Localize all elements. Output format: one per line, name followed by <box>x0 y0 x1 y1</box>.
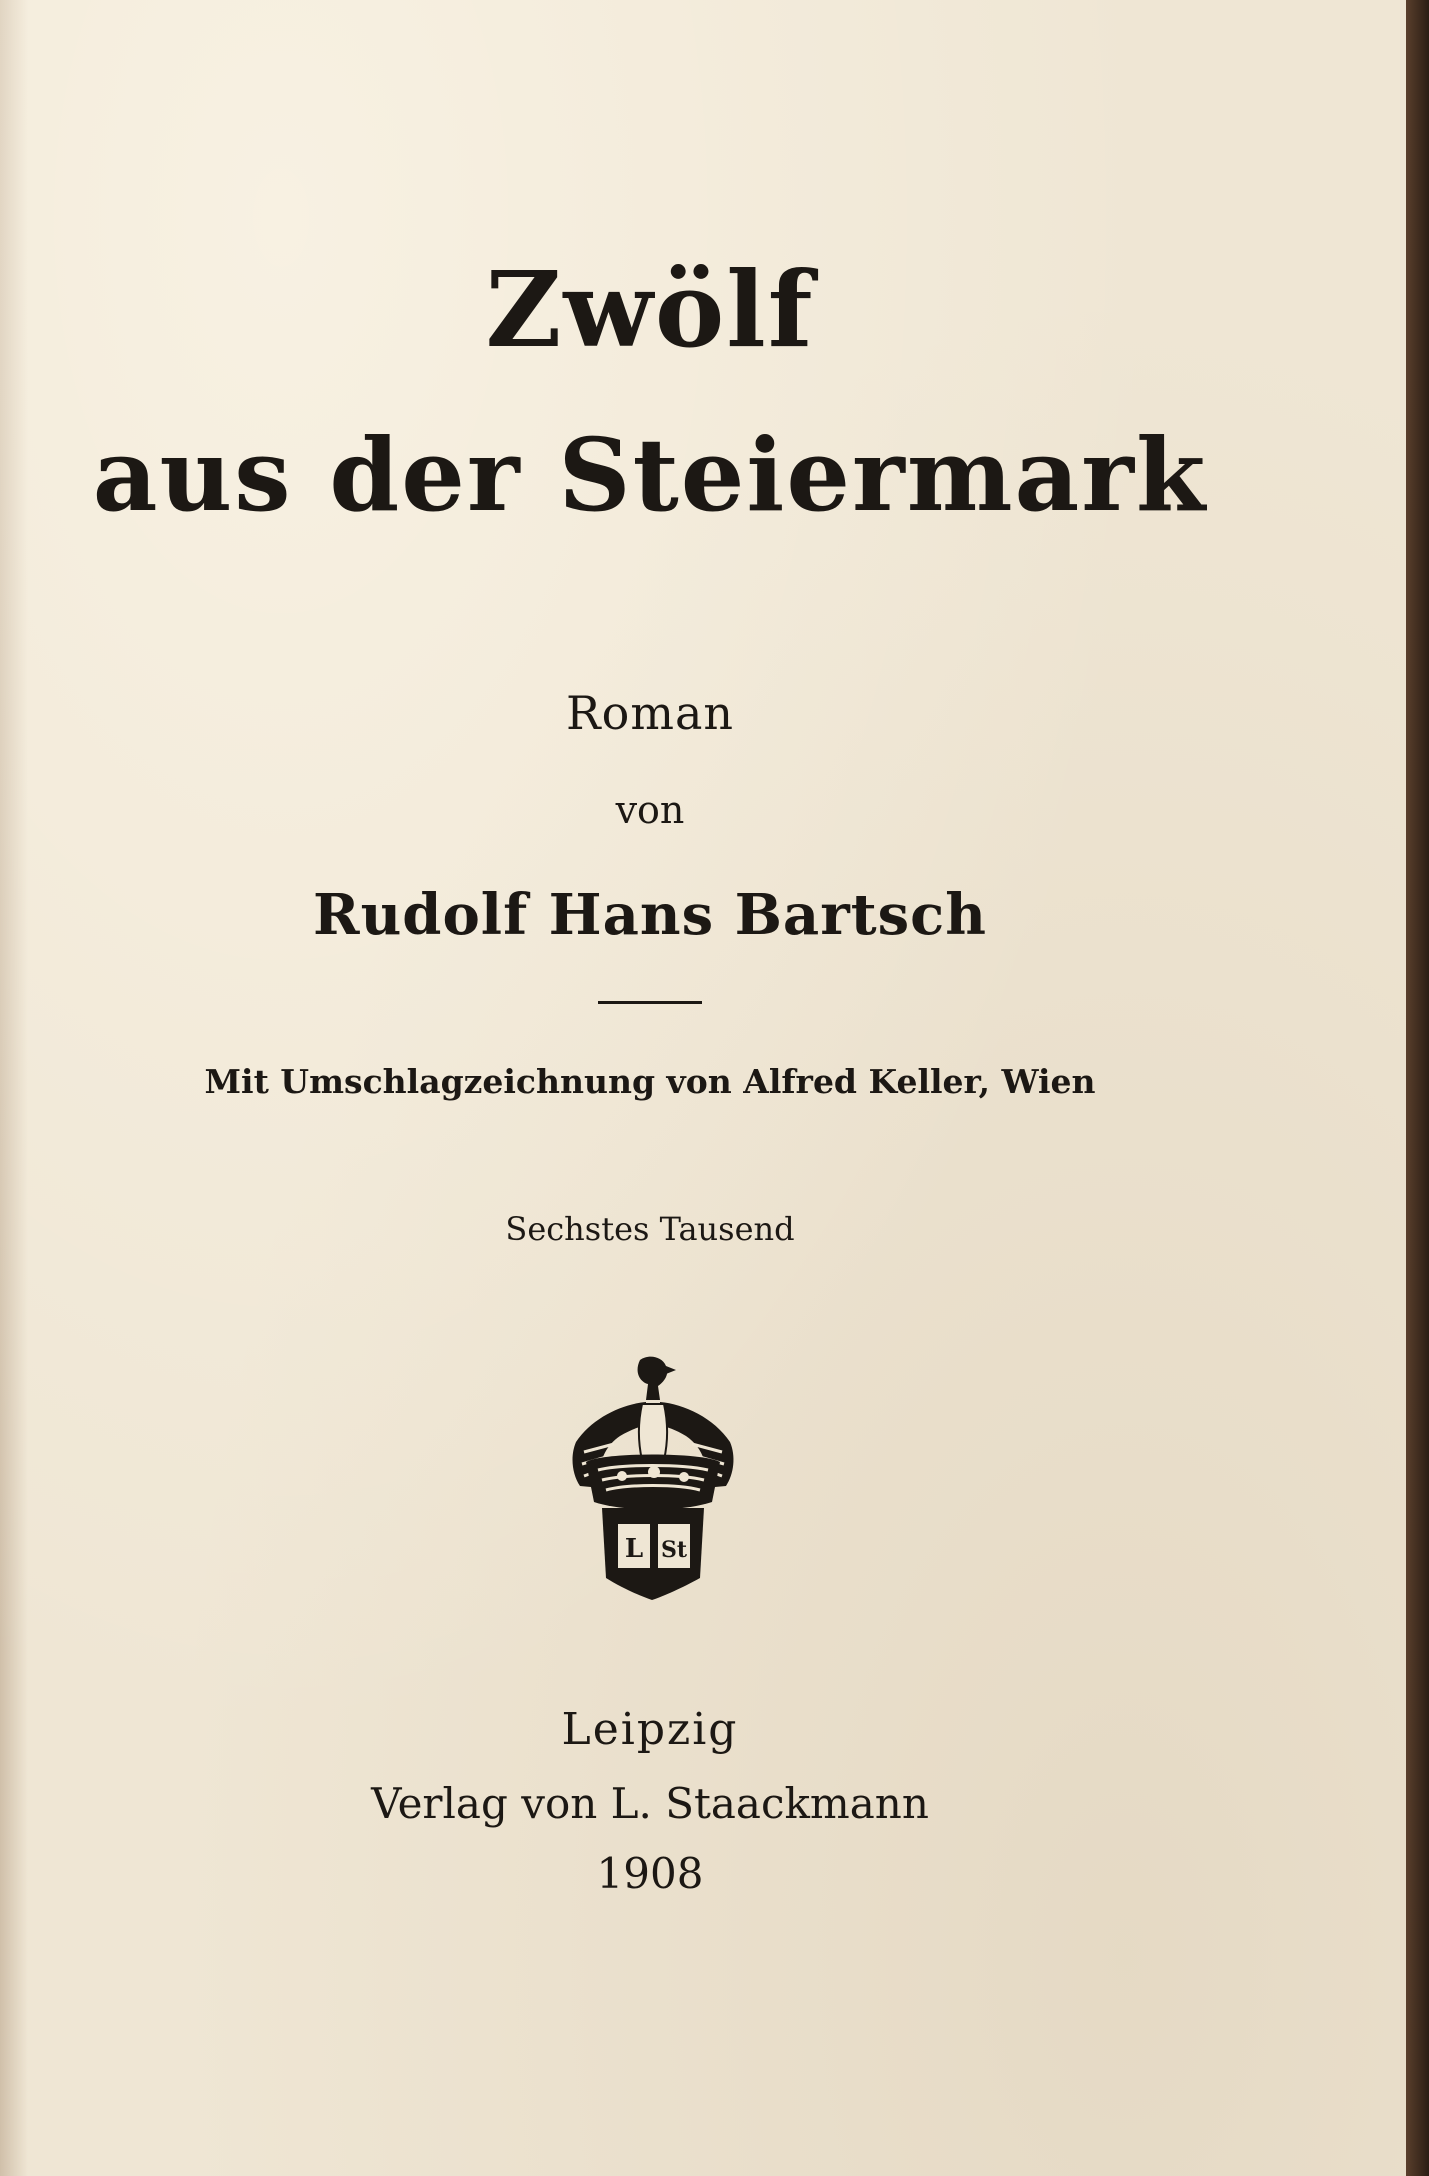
imprint-publisher: Verlag von L. Staackmann <box>371 1779 929 1828</box>
monogram-left: L <box>624 1534 644 1564</box>
cover-credit: Mit Umschlagzeichnung von Alfred Keller, Wien <box>204 1062 1096 1101</box>
title-line-2: aus der Steiermark <box>92 416 1208 534</box>
by-label: von <box>615 788 685 832</box>
divider-rule <box>598 1001 702 1004</box>
page-edge <box>1406 0 1429 2176</box>
author-name: Rudolf Hans Bartsch <box>313 882 987 948</box>
edition-note: Sechstes Tausend <box>505 1210 795 1248</box>
imprint-place: Leipzig <box>561 1704 739 1755</box>
eagle-emblem-icon <box>562 1352 742 1602</box>
monogram-right: St <box>660 1537 688 1563</box>
imprint-year: 1908 <box>596 1849 704 1898</box>
genre-label: Roman <box>566 686 734 740</box>
title-line-1: Zwölf <box>485 248 815 371</box>
